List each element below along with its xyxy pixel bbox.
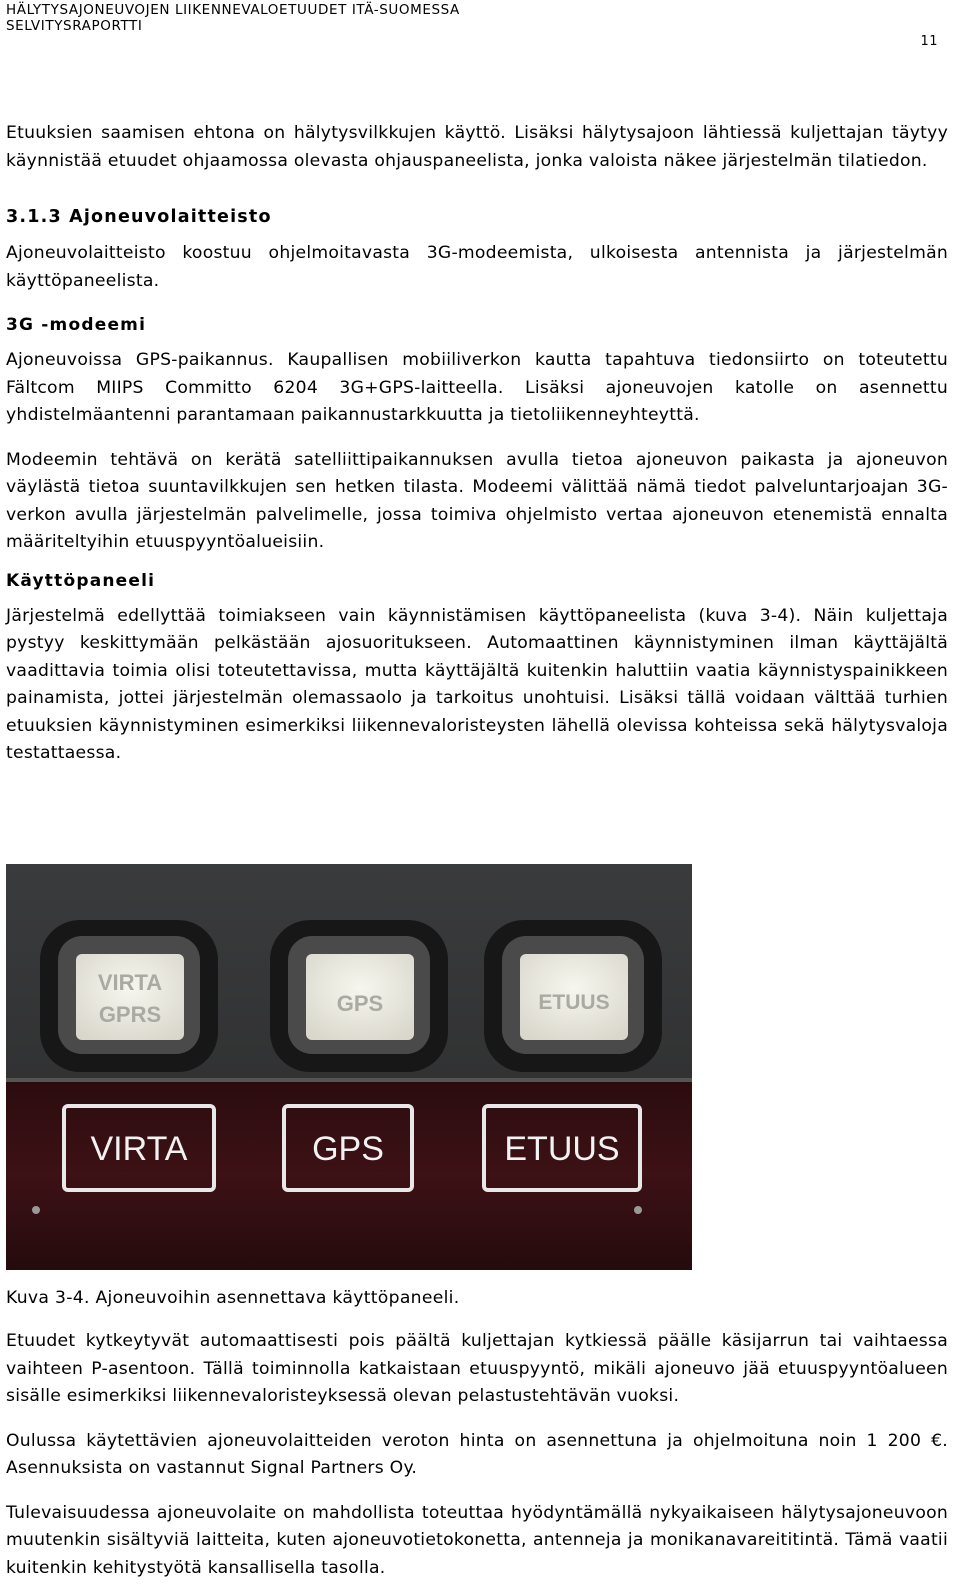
closing-content <box>6 1328 948 1582</box>
paragraph-modem-task: Modeemin tehtävä on kerätä satelliittipaikannuksen avulla tietoa ajoneuvon paikasta ja ajoneuvon väylästä tietoa suuntavilkkujen sen hetken tilasta. Modeemi välittää nämä tiedot palveluntarjoajan 3G-verkon avulla järjestelmän palvelimelle, jossa toimiva ohjelmisto vertaa ajoneuvon etenemistä ennalta määriteltyihin etuuspyyntöalueisiin. <box>6 449 948 552</box>
running-header-title: HÄLYTYSAJONEUVOJEN LIIKENNEVALOETUUDET ITÄ-SUOMESSA <box>6 2 460 18</box>
running-header-subtitle: SELVITYSRAPORTTI <box>6 18 143 34</box>
figure-caption: Kuva 3-4. Ajoneuvoihin asennettava käyttöpaneeli. <box>6 1288 460 1308</box>
paragraph-auto-off: Etuudet kytkeytyvät automaattisesti pois päältä kuljettajan kytkiessä päälle käsijarrun tai vaihtaessa vaihteen P-asentoon. Tällä toiminnolla katkaistaan etuuspyyntö, mikäli ajoneuvo jää etuuspyyntöalueen sisälle esimerkiksi liikennevaloristeyksessä olevan pelastustehtävän vuoksi. <box>6 1331 948 1406</box>
button-text-etuus: ETUUS <box>538 991 610 1014</box>
section-heading-ajoneuvolaitteisto: 3.1.3 Ajoneuvolaitteisto <box>6 207 272 227</box>
button-text-gprs: GPRS <box>98 1002 162 1027</box>
control-panel-photo <box>6 864 692 1270</box>
paragraph-price: Oulussa käytettävien ajoneuvolaitteiden veroton hinta on asennettuna ja ohjelmoituna noin 1 200 €. Asennuksista on vastannut Signal Partners Oy. <box>6 1430 948 1478</box>
button-text-gps: GPS <box>336 991 384 1016</box>
screw-icon <box>634 1206 642 1214</box>
paragraph-future: Tulevaisuudessa ajoneuvolaite on mahdollista toteuttaa hyödyntämällä nykyaikaiseen hälytysajoneuvoon muutenkin sisältyviä laitteita, kuten ajoneuvotietokonetta, antenneja ja monikanavareititintä. Tämä vaatii kuitenkin kehitystyötä kansallisella tasolla. <box>6 1502 948 1578</box>
label-text-gps: GPS <box>312 1130 384 1168</box>
paragraph-control-panel: Järjestelmä edellyttää toimiakseen vain käynnistämisen käyttöpaneelista (kuva 3-4). Näin kuljettaja pystyy keskittymään pelkästään ajosuoritukseen. Automaattinen käynnistyminen ilman käyttäjältä vaadittavia toimia olisi toteutettavissa, mutta käyttäjältä kuitenkin haluttiin vaatia käynnistyspainikkeen painamista, jottei järjestelmän olemassaolo ja tarkoitus unohtuisi. Lisäksi tällä voidaan välttää turhien etuuksien käynnistyminen esimerkiksi liikennevaloristeysten lähellä olevissa kohteissa sekä hälytysvaloja testattaessa. <box>6 605 948 763</box>
page-number: 11 <box>920 34 938 49</box>
subheading-3g-modem: 3G -modeemi <box>6 315 147 335</box>
button-text-virta: VIRTA <box>97 970 163 995</box>
panel-button-virta-gprs <box>40 920 218 1072</box>
paragraph-equipment: Ajoneuvolaitteisto koostuu ohjelmoitavasta 3G-modeemista, ulkoisesta antennista ja järjestelmän käyttöpaneelista. <box>6 243 948 291</box>
subheading-control-panel: Käyttöpaneeli <box>6 570 156 591</box>
label-text-virta: VIRTA <box>90 1130 188 1168</box>
screw-icon <box>32 1206 40 1214</box>
paragraph-intro: Etuuksien saamisen ehtona on hälytysvilkkujen käyttö. Lisäksi hälytysajoon lähtiessä kuljettajan täytyy käynnistää etuudet ohjaamossa olevasta ohjauspaneelista, jonka valoista näkee järjestelmän tilatiedon. <box>6 123 948 171</box>
paragraph-modem-gps: Ajoneuvoissa GPS-paikannus. Kaupallisen mobiiliverkon kautta tapahtuva tiedonsiirto on toteutettu Fältcom MIIPS Committo 6204 3G+GPS-laitteella. Lisäksi ajoneuvojen katolle on asennettu yhdistelmäantenni parantamaan paikannustarkkuutta ja tietoliikenneyhteyttä. <box>6 350 948 425</box>
main-content <box>6 120 948 768</box>
label-text-etuus: ETUUS <box>504 1130 620 1168</box>
